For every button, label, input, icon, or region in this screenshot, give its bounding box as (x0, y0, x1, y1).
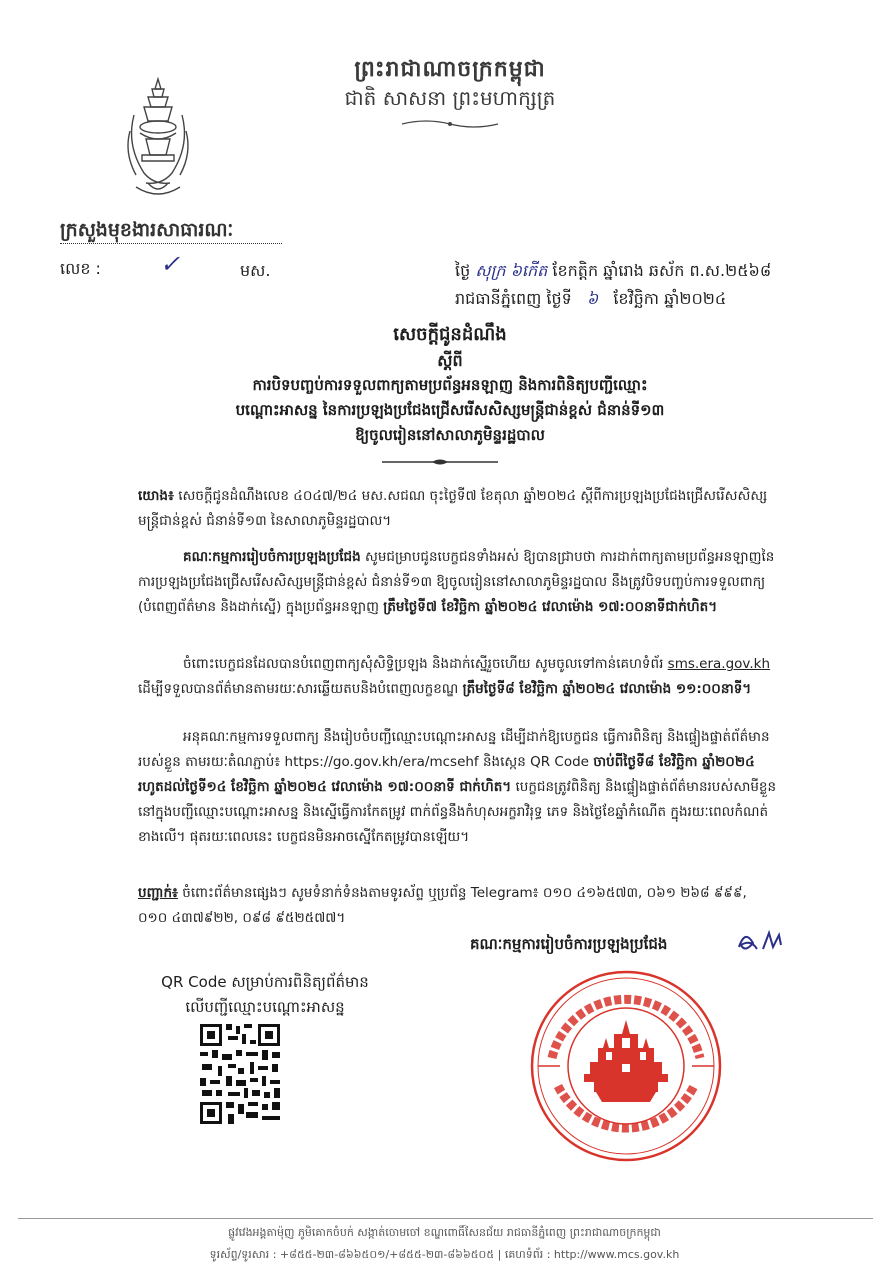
ministry-name: ក្រសួងមុខងារសាធារណៈ (60, 219, 234, 241)
paragraph-provisional-list (138, 725, 778, 850)
notice-subject-label: ស្ដីពី (437, 351, 463, 370)
paragraph-3-text-b: និងស្កេន QR Code (478, 754, 594, 770)
notice-title: សេចក្ដីជូនដំណឹង (393, 324, 507, 345)
paragraph-2-text-b: ដើម្បីទទួលបានព័ត៌មានតាមរយៈសារឆ្លើយតបនិងបំពេញលក្ខខណ្ឌ (138, 681, 463, 697)
qr-code-icon[interactable] (198, 1022, 282, 1126)
qr-caption-line-2: លើបញ្ជីឈ្មោះបណ្ដោះអាសន្ន (185, 998, 345, 1016)
reference-check-mark: ✓ (160, 250, 181, 278)
reference-label: យោង៖ (138, 488, 174, 504)
notice-subject-line-2: បណ្ដោះអាសន្ន នៃការប្រឡងប្រជែងជ្រើសរើសសិស្សមន្ត្រីជាន់ខ្ពស់ ជំនាន់ទី១៣ (235, 401, 665, 419)
royal-emblem-icon (122, 75, 194, 203)
provisional-list-link[interactable]: https://go.gov.kh/era/mcsehf (284, 754, 479, 770)
solar-date-prefix: រាជធានីភ្នំពេញ ថ្ងៃទី (455, 289, 572, 308)
lunar-date (455, 260, 771, 284)
note-label: បញ្ជាក់៖ (138, 885, 178, 901)
paragraph-confirmation (138, 652, 778, 702)
footer-contact: ទូរស័ព្ទ/ទូរសារ : +៨៥៥-២៣-៨៦៦៥០១/+៨៥៥-២៣-៨៦៦៥០៥ | គេហទំព័រ : http://www.mcs.gov.kh (209, 1248, 680, 1261)
reference-suffix: មស. (240, 261, 271, 280)
notice-subject-line-1: ការបិទបញ្ចប់ការទទួលពាក្យតាមប្រព័ន្ធអនឡាញ និងការពិនិត្យបញ្ជីឈ្មោះ (252, 376, 648, 394)
paragraph-3-text-c: បេក្ខជនត្រូវពិនិត្យ និងផ្ទៀងផ្ទាត់ព័ត៌មានរបស់សាមីខ្លួននៅក្នុងបញ្ជីឈ្មោះបណ្ដោះអាសន្ន និងស្នើធ្វើការកែតម្រូវ ពាក់ព័ន្ធនឹងកំហុសអក្ខរាវិរុទ្ធ ភេទ និងថ្ងៃខែឆ្នាំកំណើត ក្នុងរយៈពេលកំណត់ខាងលើ។ ផុតរយៈពេលនេះ បេក្ខជនមិនអាចស្នើកែតម្រូវបានឡើយ។ (138, 779, 777, 845)
note-text: ចំពោះព័ត៌មានផ្សេងៗ សូមទំនាក់ទំនងតាមទូរស័ព្ទ ឬប្រព័ន្ធ Telegram៖ ០១០ ៤១៦៥៧៣, ០៦១ ២៦៨ ៩៩៩, ០១០ ៤៣៧៩២២, ០៩៨ ៩៥២៥៧៧។ (138, 885, 747, 926)
lunar-date-handwritten: សុក្រ ៦កើត (475, 261, 548, 280)
qr-caption-line-1: QR Code សម្រាប់ការពិនិត្យព័ត៌មាន (161, 973, 369, 991)
solar-date-rest: ខែវិច្ឆិកា ឆ្នាំ២០២៤ (613, 289, 727, 308)
reference-number-label: លេខ : (60, 259, 101, 278)
notice-subject-line-3: ឱ្យចូលរៀននៅសាលាភូមិន្ទរដ្ឋបាល (355, 426, 545, 444)
confirmation-deadline: ត្រឹមថ្ងៃទី៨ ខែវិច្ឆិកា ឆ្នាំ២០២៤ វេលាម៉ោង ១១:០០នាទី។ (462, 681, 752, 697)
paragraph-1-text: សូមជម្រាបជូនបេក្ខជនទាំងអស់ ឱ្យបានជ្រាបថា ការដាក់ពាក្យតាមប្រព័ន្ធអនឡាញនៃការប្រឡងប្រជែងជ្រើសរើសសិស្សមន្ត្រីជាន់ខ្ពស់ ជំនាន់ទី១៣ ឱ្យចូលរៀននៅសាលាភូមិន្ទរដ្ឋបាល នឹងត្រូវបិទបញ្ចប់ការទទួលពាក្យ (បំពេញព័ត៌មាន និងដាក់ស្នើ) ក្នុងប្រព័ន្ធអនឡាញ (138, 549, 775, 615)
qr-caption (135, 970, 395, 1020)
lunar-date-prefix: ថ្ងៃ (455, 261, 471, 280)
signer-committee: គណៈកម្មការរៀបចំការប្រឡងប្រជែង (470, 935, 668, 953)
reference-paragraph (138, 484, 778, 534)
footer-divider (18, 1218, 873, 1219)
ornament-divider (400, 118, 500, 130)
paragraph-closing-registration (138, 545, 778, 620)
committee-name: គណៈកម្មការរៀបចំការប្រឡងប្រជែង (183, 549, 361, 565)
title-ornament-divider (380, 457, 500, 467)
registration-deadline: ត្រឹមថ្ងៃទី៧ ខែវិច្ឆិកា ឆ្នាំ២០២៤ វេលាម៉ោង ១៧:០០នាទីជាក់ហិត។ (383, 599, 718, 615)
paragraph-3-text-a: អនុគណៈកម្មការទទួលពាក្យ នឹងរៀបចំបញ្ជីឈ្មោះបណ្ដោះអាសន្ន ដើម្បីដាក់ឱ្យបេក្ខជន ធ្វើការពិនិត្យ និងផ្ទៀងផ្ទាត់ព័ត៌មានរបស់ខ្លួន តាមរយៈតំណភ្ជាប់៖ (138, 729, 770, 770)
sms-portal-link[interactable]: sms.era.gov.kh (667, 656, 771, 672)
paragraph-2-text-a: ចំពោះបេក្ខជនដែលបានបំពេញពាក្យសុំសិទ្ធិប្រឡង និងដាក់ស្នើរួចហើយ សូមចូលទៅកាន់គេហទំព័រ (183, 656, 668, 672)
solar-date (455, 288, 726, 312)
reference-text: សេចក្ដីជូនដំណឹងលេខ ៤០៤៧/២៤ មស.សជណ ចុះថ្ងៃទី៧ ខែតុលា ឆ្នាំ២០២៤ ស្ដីពីការប្រឡងប្រជែងជ្រើសរើសសិស្សមន្ត្រីជាន់ខ្ពស់ ជំនាន់ទី១៣ នៃសាលាភូមិន្ទរដ្ឋបាល។ (138, 488, 768, 529)
contact-note (138, 881, 778, 931)
ministry-underline (60, 243, 282, 244)
solar-date-day: ៦ (586, 289, 599, 308)
footer-address: ផ្លូវវេងអង្គតាម៉ុញ ភូមិគោកចំបក់ សង្កាត់ចោមចៅ ខណ្ឌពោធិ៍សែនជ័យ រាជធានីភ្នំពេញ ព្រះរាជាណាចក្រកម្ពុជា (228, 1226, 661, 1239)
kingdom-heading: ព្រះរាជាណាចក្រកម្ពុជា (354, 57, 546, 82)
review-period: ចាប់ពីថ្ងៃទី៨ ខែវិច្ឆិកា ឆ្នាំ២០២៤ រហូតដល់ថ្ងៃទី១៤ ខែវិច្ឆិកា ឆ្នាំ២០២៤ វេលាម៉ោង ១៧:០០នាទី ជាក់ហិត។ (138, 754, 755, 795)
lunar-date-rest: ខែកត្តិក ឆ្នាំរោង ឆស័ក ព.ស.២៥៦៨ (552, 261, 772, 280)
ministry-seal-icon (528, 968, 724, 1164)
national-motto: ជាតិ សាសនា ព្រះមហាក្សត្រ (344, 86, 556, 110)
handwritten-signature-icon (735, 927, 815, 957)
